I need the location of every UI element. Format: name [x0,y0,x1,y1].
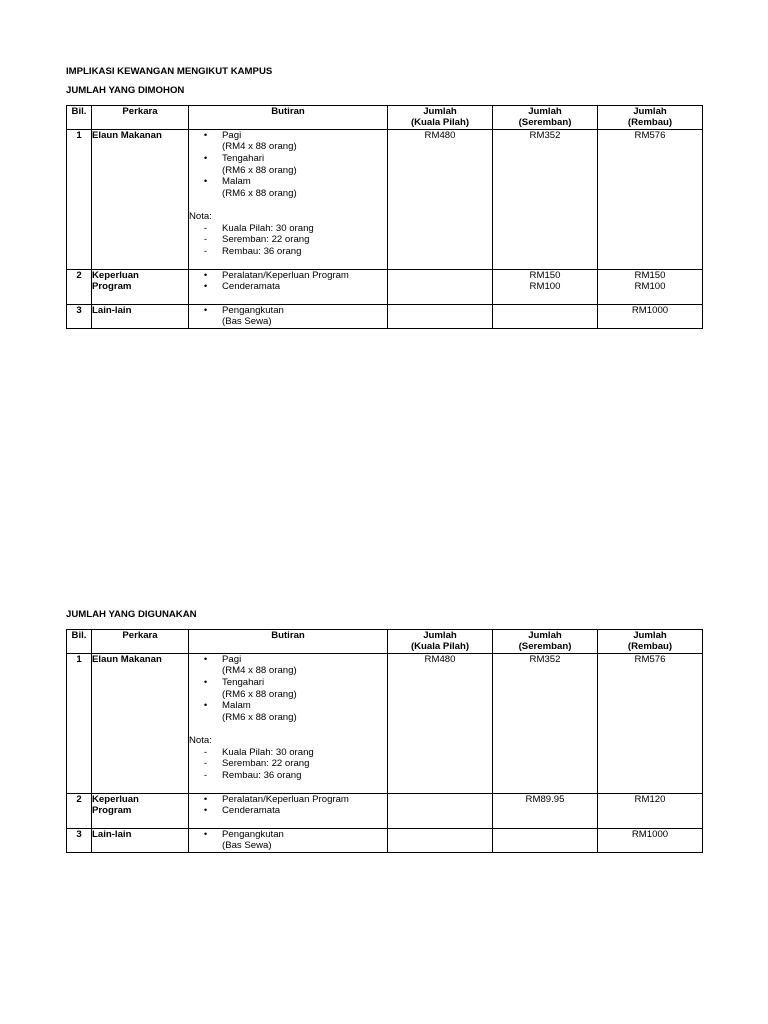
row-number: 1 [67,129,92,269]
nota-text: Rembau: 36 orang [222,245,302,257]
bullet-marker [189,141,222,153]
header-campus: (Rembau) [627,117,673,129]
amount-rembau [598,129,703,269]
bullet-text: Tengahari [222,153,265,164]
row-perkara [92,793,189,828]
bullet-text: (RM6 x 88 orang) [222,164,297,176]
nota-item [189,770,387,782]
bullet-item [189,270,387,282]
header-bil: Bil. [67,630,92,654]
bullet-text: Cenderamata [222,805,281,817]
bullet-marker [189,165,222,177]
amount-kuala-pilah [388,269,493,304]
bullet-marker [189,712,222,724]
nota-text: Seremban: 22 orang [222,758,310,770]
header-jumlah [598,106,703,130]
bullet-item [189,176,387,188]
bullet-marker: • [203,805,208,817]
amount-seremban [493,793,598,828]
header-butiran: Butiran [189,106,388,130]
amount-kuala-pilah [388,828,493,852]
amount-value: RM89.95 [525,793,565,805]
header-campus: (Seremban) [518,641,572,653]
bullet-marker: • [203,653,208,665]
header-jumlah-label: Jumlah [528,106,562,117]
header-row [67,106,703,130]
budget-table-dimohon [66,105,703,329]
bullet-marker: • [203,700,208,712]
row-number: 3 [67,304,92,328]
amount-value: RM480 [424,129,456,141]
table-row [67,269,703,304]
nota-marker: - [203,746,208,758]
perkara-line: Elaun Makanan [92,653,162,665]
bullet-marker: • [203,828,208,840]
nota-label: Nota: [189,210,212,222]
bullet-item [189,840,387,852]
bullet-item [189,700,387,712]
row-number: 3 [67,828,92,852]
amount-rembau [598,828,703,852]
amount-rembau [598,653,703,793]
nota-marker: - [203,222,208,234]
bullet-text: Pagi [222,129,242,141]
header-perkara: Perkara [92,630,189,654]
amount-seremban [493,653,598,793]
header-jumlah [493,630,598,654]
row-number: 1 [67,653,92,793]
amount-value: RM576 [634,129,666,141]
bullet-text: (RM6 x 88 orang) [222,187,297,199]
bullet-item [189,165,387,177]
bullet-text: (Bas Sewa) [222,316,272,328]
header-jumlah-label: Jumlah [633,106,667,117]
header-jumlah-label: Jumlah [423,630,457,641]
nota-item [189,223,387,235]
bullet-marker: • [203,304,208,316]
bullet-marker [189,689,222,701]
bullet-item [189,654,387,666]
bullet-marker: • [203,153,208,164]
amount-value: RM120 [634,793,666,805]
bullet-item [189,665,387,677]
amount-seremban [493,269,598,304]
row-number: 2 [67,793,92,828]
nota-text: Kuala Pilah: 30 orang [222,746,314,758]
bullet-item [189,141,387,153]
bullet-marker [189,316,222,328]
table-row [67,828,703,852]
header-campus: (Kuala Pilah) [410,117,470,129]
amount-value: RM100 [634,281,666,293]
amount-seremban [493,129,598,269]
nota-item [189,758,387,770]
table-row [67,653,703,793]
bullet-marker [189,840,222,852]
row-butiran [189,304,388,328]
bullet-text: Peralatan/Keperluan Program [222,793,349,805]
amount-value: RM150 [529,269,561,281]
header-campus: (Kuala Pilah) [410,641,470,653]
row-butiran [189,129,388,269]
amount-kuala-pilah [388,129,493,269]
amount-value: RM1000 [631,828,669,840]
perkara-line: Keperluan [92,793,139,805]
header-jumlah [493,106,598,130]
nota-label: Nota: [189,734,212,746]
bullet-marker: • [203,129,208,141]
bullet-item [189,130,387,142]
amount-rembau [598,269,703,304]
nota-item [189,234,387,246]
bullet-marker [189,188,222,200]
row-butiran [189,653,388,793]
nota-text: Seremban: 22 orang [222,234,310,246]
budget-table-digunakan [66,629,703,853]
header-jumlah-label: Jumlah [633,630,667,641]
row-perkara [92,304,189,328]
bullet-item [189,316,387,328]
perkara-line: Keperluan [92,269,139,281]
row-butiran [189,269,388,304]
row-perkara [92,653,189,793]
table-row [67,129,703,269]
amount-value: RM480 [424,653,456,665]
perkara-line: Program [92,281,132,293]
amount-value: RM576 [634,653,666,665]
bullet-marker: • [203,281,208,293]
perkara-line: Lain-lain [92,304,132,316]
document-title: IMPLIKASI KEWANGAN MENGIKUT KAMPUS [66,66,273,77]
nota-marker: - [203,769,208,781]
nota-marker: - [203,234,208,246]
bullet-text: (RM6 x 88 orang) [222,688,297,700]
bullet-text: Malam [222,700,251,712]
bullet-item [189,677,387,689]
bullet-marker [189,665,222,677]
bullet-text: Malam [222,176,251,188]
nota-marker: - [203,758,208,770]
amount-kuala-pilah [388,793,493,828]
amount-value: RM1000 [631,304,669,316]
bullet-text: Pengangkutan [222,304,284,316]
header-campus: (Rembau) [627,641,673,653]
row-perkara [92,828,189,852]
header-perkara: Perkara [92,106,189,130]
bullet-item [189,794,387,806]
nota-text: Rembau: 36 orang [222,769,302,781]
bullet-text: Pengangkutan [222,828,284,840]
perkara-line: Elaun Makanan [92,129,162,141]
bullet-item [189,689,387,701]
nota-marker: - [203,245,208,257]
header-jumlah [388,630,493,654]
row-perkara [92,129,189,269]
header-jumlah [388,106,493,130]
header-jumlah-label: Jumlah [423,106,457,117]
bullet-item [189,281,387,293]
header-row [67,630,703,654]
row-butiran [189,793,388,828]
table-heading-digunakan: JUMLAH YANG DIGUNAKAN [66,609,197,620]
nota-item [189,246,387,258]
amount-seremban [493,304,598,328]
bullet-item [189,829,387,841]
perkara-line: Program [92,805,132,817]
bullet-marker: • [203,176,208,188]
table-row [67,793,703,828]
bullet-marker: • [203,269,208,281]
amount-value: RM150 [634,269,666,281]
perkara-line: Lain-lain [92,828,132,840]
amount-kuala-pilah [388,653,493,793]
bullet-marker: • [203,677,208,688]
bullet-text: Cenderamata [222,281,281,293]
bullet-text: Tengahari [222,677,265,688]
bullet-item [189,805,387,817]
row-number: 2 [67,269,92,304]
header-jumlah-label: Jumlah [528,630,562,641]
bullet-text: (Bas Sewa) [222,840,272,852]
amount-rembau [598,793,703,828]
header-campus: (Seremban) [518,117,572,129]
nota-item [189,747,387,759]
amount-kuala-pilah [388,304,493,328]
bullet-item [189,153,387,165]
bullet-item [189,188,387,200]
amount-seremban [493,828,598,852]
row-perkara [92,269,189,304]
amount-value: RM352 [529,653,561,665]
header-bil: Bil. [67,106,92,130]
bullet-text: (RM6 x 88 orang) [222,711,297,723]
amount-rembau [598,304,703,328]
amount-value: RM352 [529,129,561,141]
table-heading-dimohon: JUMLAH YANG DIMOHON [66,85,185,96]
table-row [67,304,703,328]
bullet-text: Pagi [222,653,242,665]
bullet-text: (RM4 x 88 orang) [222,665,297,677]
nota-text: Kuala Pilah: 30 orang [222,222,314,234]
bullet-item [189,305,387,317]
bullet-marker: • [203,793,208,805]
header-butiran: Butiran [189,630,388,654]
header-jumlah [598,630,703,654]
row-butiran [189,828,388,852]
bullet-item [189,712,387,724]
bullet-text: (RM4 x 88 orang) [222,141,297,153]
bullet-text: Peralatan/Keperluan Program [222,269,349,281]
amount-value: RM100 [529,281,561,293]
